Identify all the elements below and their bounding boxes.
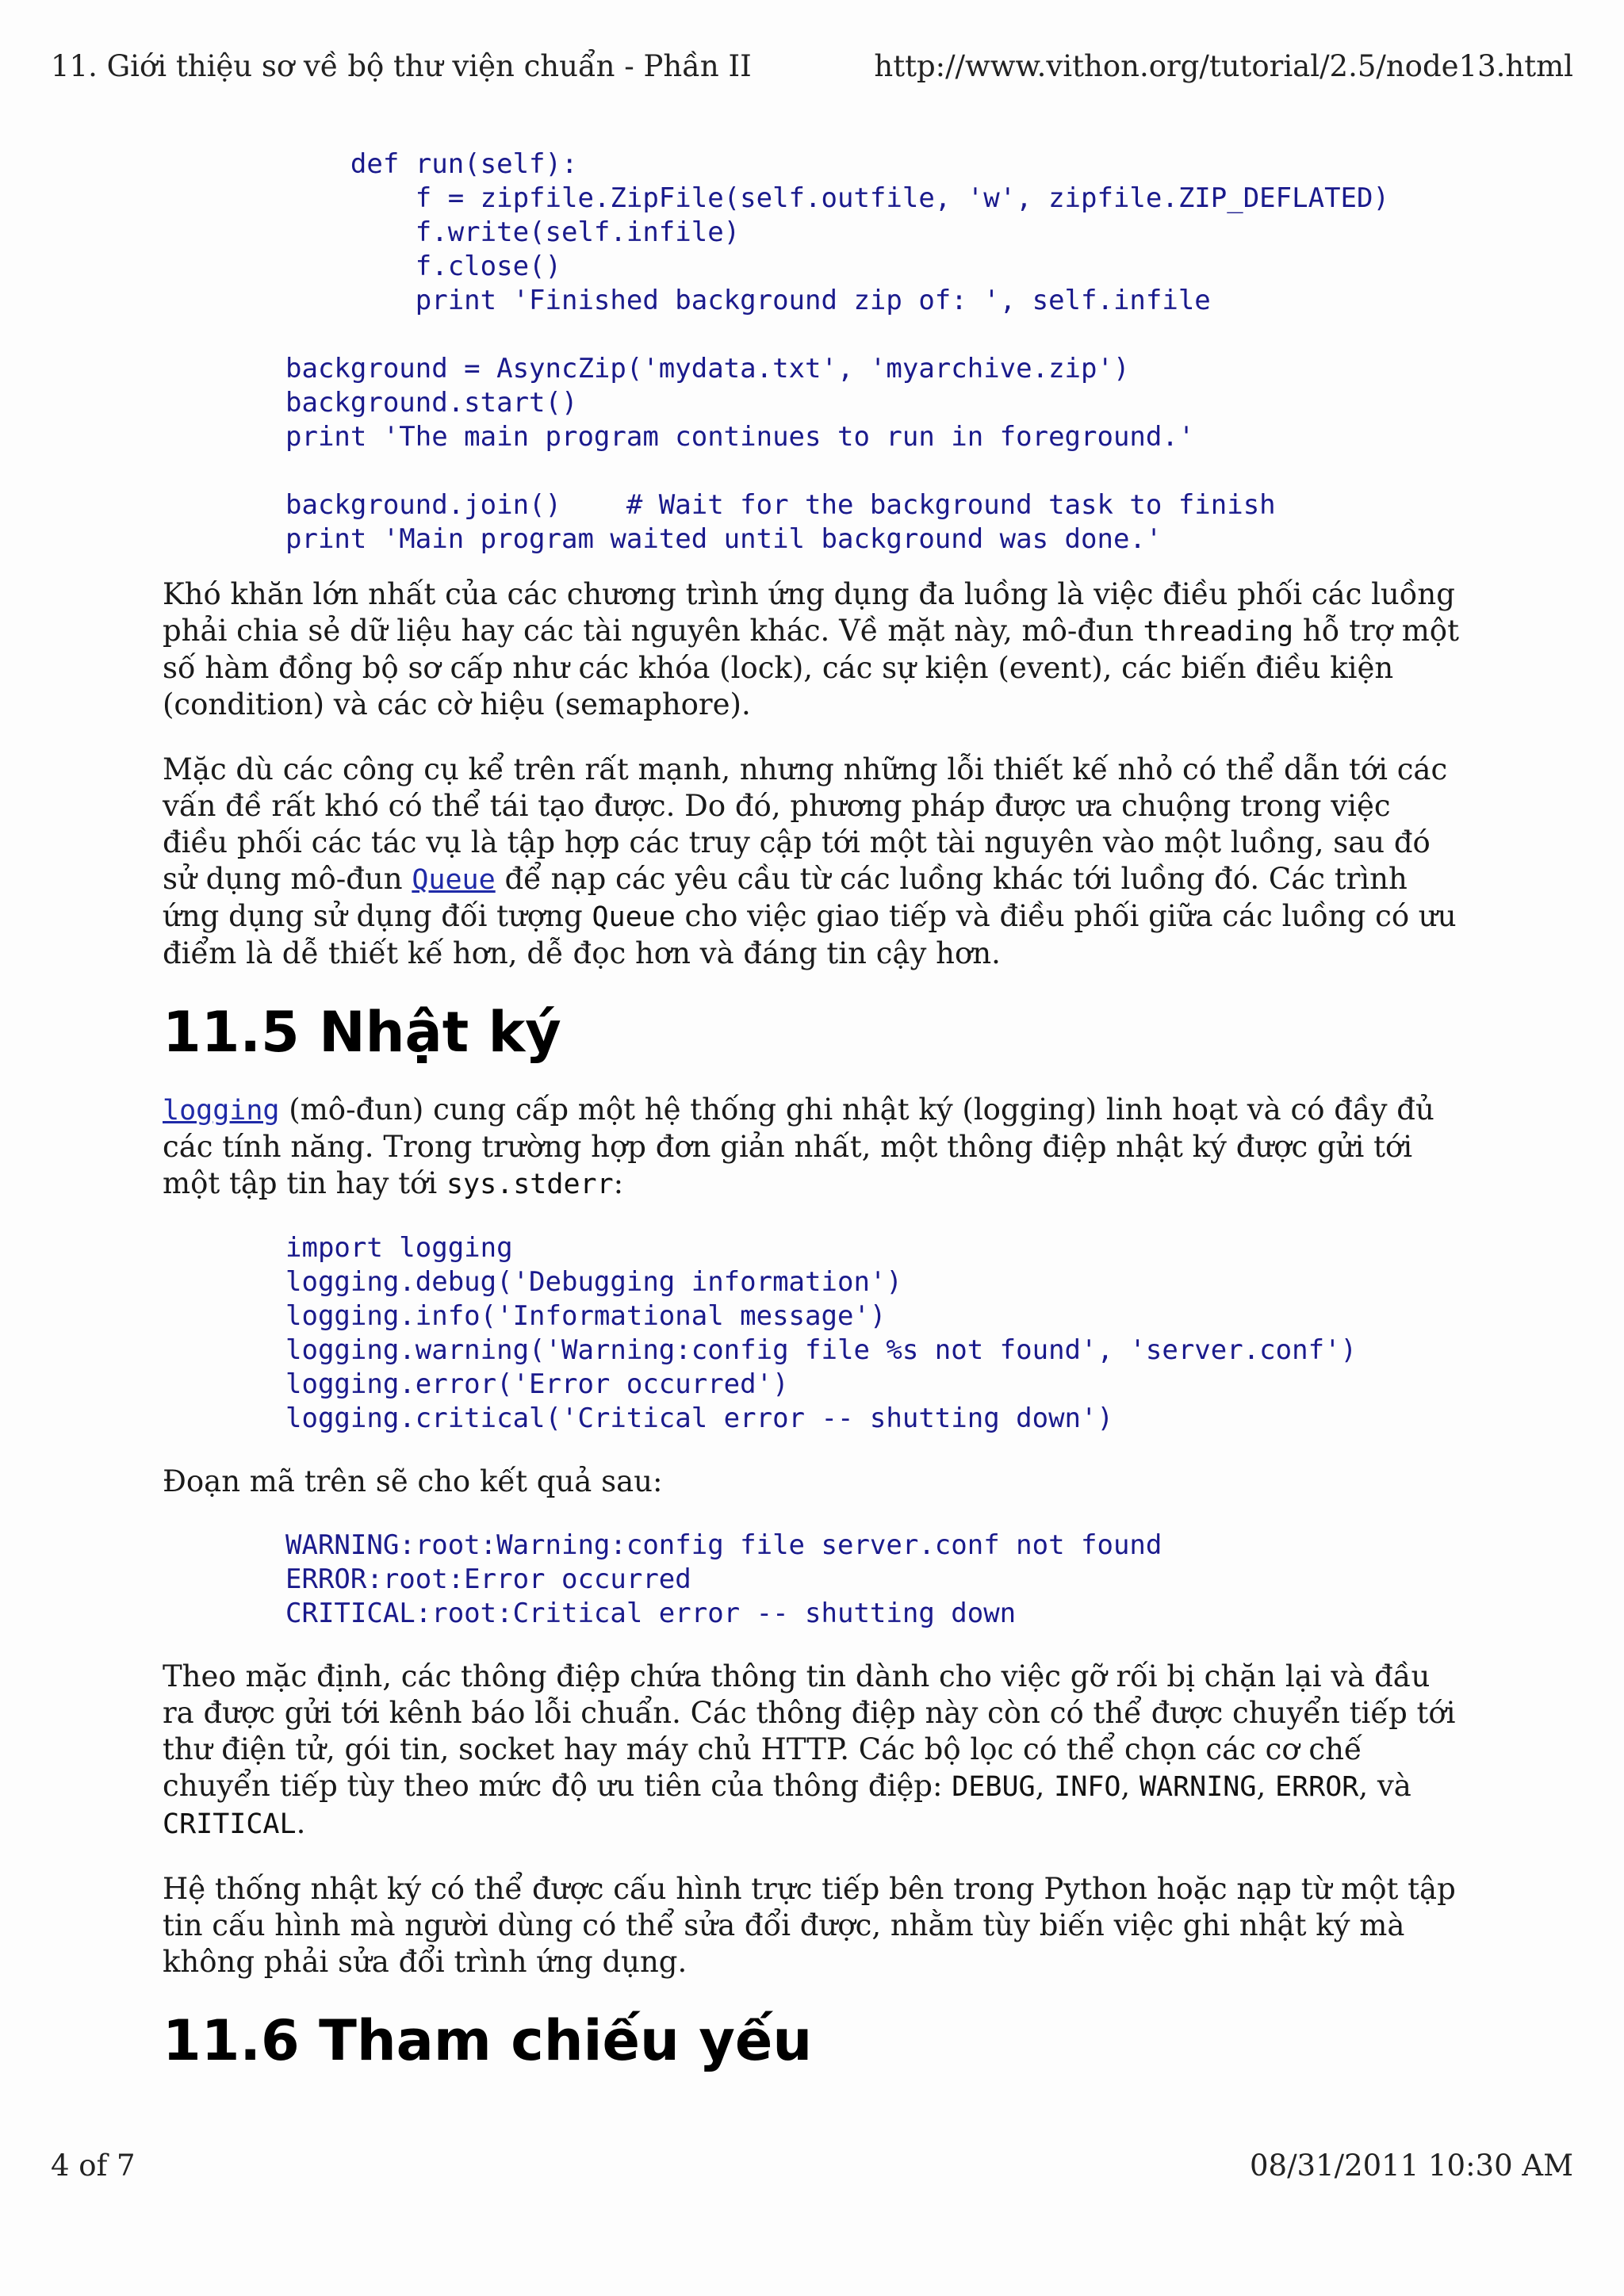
inline-code: threading bbox=[1143, 616, 1294, 648]
code-block-asynczip: def run(self): f = zipfile.ZipFile(self.outfile, 'w', zipfile.ZIP_DEFLATED) f.write(self.infile) f.close() print 'Finished background zip of: ', self.infile background = AsyncZip('mydata.txt', 'myarchive.zip') background.start() print 'The main program continues to run in foreground.' background.join() # Wait for the background task to finish print 'Main program waited until background was done.' bbox=[285, 148, 1389, 555]
page-footer-page-number: 4 of 7 bbox=[51, 2149, 136, 2183]
paragraph-queue bbox=[163, 752, 1463, 972]
inline-code-debug: DEBUG bbox=[952, 1771, 1036, 1803]
text-run: để nạp các yêu cầu từ các luồng khác tới luồng đó. Các trình ứng dụng sử dụng đối tượng bbox=[163, 862, 1408, 933]
text-run: cho việc giao tiếp và điều phối giữa các luồng có ưu điểm là dễ thiết kế hơn, dễ đọc hơn và đáng tin cậy hơn. bbox=[163, 899, 1457, 970]
inline-code: Queue bbox=[592, 901, 676, 933]
code-block-logging: import logging logging.debug('Debugging information') logging.info('Informational message') logging.warning('Warning:config file %s not found', 'server.conf') logging.error('Error occurred') logging.critical('Critical error -- shutting down') bbox=[285, 1232, 1358, 1434]
inline-code-warning: WARNING bbox=[1139, 1771, 1257, 1803]
text-run: hỗ trợ một số hàm đồng bộ sơ cấp như các khóa (lock), các sự kiện (event), các biến điều kiện (condition) và các cờ hiệu (semaphore). bbox=[163, 614, 1459, 721]
text-run: : bbox=[613, 1166, 624, 1200]
section-heading-weakref: 11.6 Tham chiếu yếu bbox=[163, 2008, 813, 2073]
text-run: . bbox=[296, 1806, 306, 1840]
paragraph-threading bbox=[163, 576, 1463, 723]
paragraph-logging-config: Hệ thống nhật ký có thể được cấu hình trực tiếp bên trong Python hoặc nạp từ một tập tin cấu hình mà người dùng có thể sửa đổi được, nhằm tùy biến việc ghi nhật ký mà không phải sửa đổi trình ứng dụng. bbox=[163, 1872, 1456, 1979]
inline-code: sys.stderr bbox=[446, 1169, 614, 1200]
page-header-url: http://www.vithon.org/tutorial/2.5/node13.html bbox=[874, 49, 1573, 83]
logging-link[interactable]: logging bbox=[163, 1095, 280, 1127]
page-footer-datetime: 08/31/2011 10:30 AM bbox=[1249, 2149, 1573, 2183]
code-block-output: WARNING:root:Warning:config file server.conf not found ERROR:root:Error occurred CRITICAL:root:Critical error -- shutting down bbox=[285, 1529, 1162, 1629]
text-run: Mặc dù các công cụ kể trên rất mạnh, nhưng những lỗi thiết kế nhỏ có thể dẫn tới các vấn đề rất khó có thể tái tạo được. Do đó, phương pháp được ưa chuộng trong việc điều phối các tác vụ là tập hợp các truy cập tới một tài nguyên vào một luồng, sau đó sử dụng mô-đun bbox=[163, 752, 1448, 896]
inline-code-critical: CRITICAL bbox=[163, 1808, 297, 1840]
text-run: , bbox=[1256, 1769, 1275, 1803]
main-content bbox=[163, 147, 1463, 2072]
queue-link[interactable]: Queue bbox=[412, 864, 496, 896]
text-run: Khó khăn lớn nhất của các chương trình ứng dụng đa luồng là việc điều phối các luồng phải chia sẻ dữ liệu hay các tài nguyên khác. Về mặt này, mô-đun bbox=[163, 577, 1455, 648]
paragraph-logging-intro bbox=[163, 1092, 1463, 1203]
text-run: , và bbox=[1358, 1769, 1411, 1803]
inline-code-error: ERROR bbox=[1275, 1771, 1359, 1803]
inline-code-info: INFO bbox=[1054, 1771, 1121, 1803]
section-heading-logging: 11.5 Nhật ký bbox=[163, 1000, 561, 1065]
page-header-title: 11. Giới thiệu sơ về bộ thư viện chuẩn - Phần II bbox=[51, 49, 752, 83]
paragraph-output-intro: Đoạn mã trên sẽ cho kết quả sau: bbox=[163, 1464, 663, 1498]
text-run: Theo mặc định, các thông điệp chứa thông tin dành cho việc gỡ rối bị chặn lại và đầu ra được gửi tới kênh báo lỗi chuẩn. Các thông điệp này còn có thể được chuyển tiếp tới thư điện tử, gói tin, socket hay máy chủ HTTP. Các bộ lọc có thể chọn các cơ chế chuyển tiếp tùy theo mức độ ưu tiên của thông điệp: bbox=[163, 1659, 1456, 1803]
text-run: (mô-đun) cung cấp một hệ thống ghi nhật ký (logging) linh hoạt và có đầy đủ các tính năng. Trong trường hợp đơn giản nhất, một thông điệp nhật ký được gửi tới một tập tin hay tới bbox=[163, 1093, 1434, 1200]
text-run: , bbox=[1035, 1769, 1055, 1803]
paragraph-logging-default bbox=[163, 1659, 1463, 1843]
text-run: , bbox=[1120, 1769, 1139, 1803]
